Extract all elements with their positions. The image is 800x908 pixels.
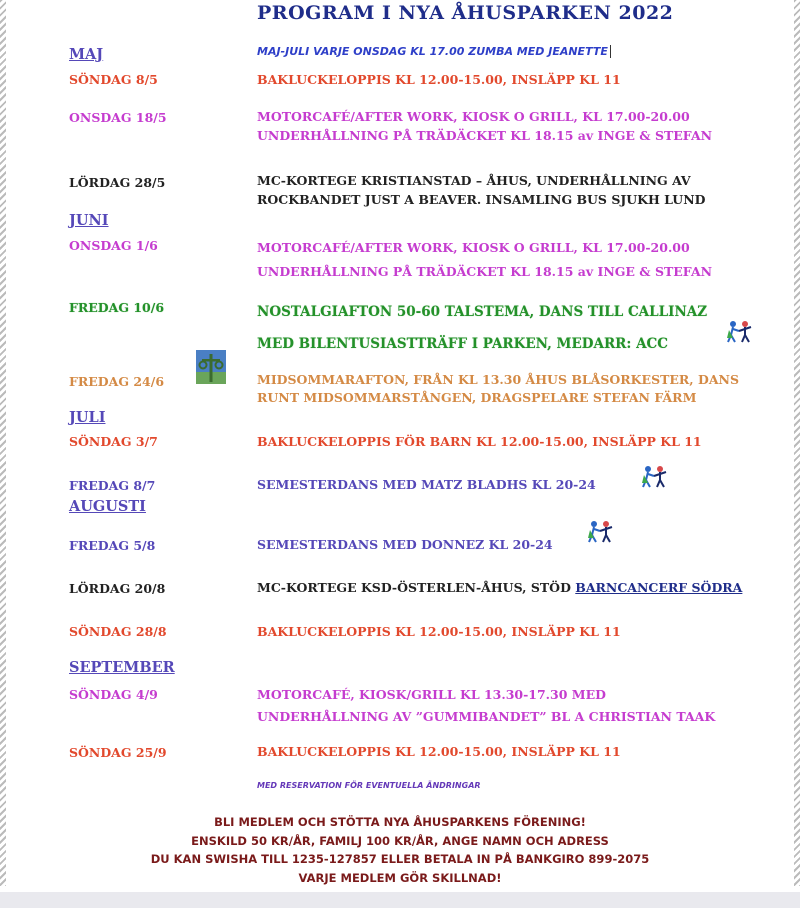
event-line: UNDERHÅLLNING PÅ TRÄDÄCKET KL 18.15 av INGE & STEFAN [257, 264, 713, 279]
event-date: LÖRDAG 28/5 [69, 175, 166, 190]
barncancerfonden-link[interactable]: BARNCANCERF SÖDRA [575, 580, 743, 595]
footer-line: DU KAN SWISHA TILL 1235-127857 ELLER BETALA IN PÅ BANKGIRO 899-2075 [150, 852, 650, 866]
event-line [257, 578, 742, 597]
event-date: LÖRDAG 20/8 [69, 581, 166, 596]
zumba-note: MAJ-JULI VARJE ONSDAG KL 17.00 ZUMBA MED JEANETTE [257, 45, 611, 58]
event-date: SÖNDAG 25/9 [69, 745, 167, 760]
event-line: UNDERHÅLLNING PÅ TRÄDÄCKET KL 18.15 av INGE & STEFAN [257, 128, 713, 143]
event-line-text: MC-KORTEGE KSD-ÖSTERLEN-ÅHUS, STÖD [257, 580, 571, 595]
event-line: SEMESTERDANS MED MATZ BLADHS KL 20-24 [257, 477, 596, 492]
event-date: SÖNDAG 4/9 [69, 687, 158, 702]
left-decorative-border [0, 0, 6, 886]
membership-footer [0, 813, 800, 887]
month-heading-augusti: AUGUSTI [69, 498, 146, 515]
event-description [257, 107, 712, 145]
bottom-strip [0, 892, 800, 908]
event-date: SÖNDAG 8/5 [69, 72, 158, 87]
event-date: SÖNDAG 3/7 [69, 434, 158, 449]
event-description [257, 432, 702, 451]
month-heading-juli: JULI [69, 409, 106, 426]
event-line: MIDSOMMARAFTON, FRÅN KL 13.30 ÅHUS BLÅSORKESTER, DANS [257, 372, 740, 387]
event-line: BAKLUCKELOPPIS KL 12.00-15.00, INSLÄPP KL 11 [257, 72, 621, 87]
event-date: FREDAG 8/7 [69, 478, 156, 493]
event-description [257, 535, 553, 554]
footer-line: ENSKILD 50 KR/ÅR, FAMILJ 100 KR/ÅR, ANGE NAMN OCH ADRESS [191, 833, 609, 848]
event-description [257, 371, 739, 407]
event-line: BAKLUCKELOPPIS KL 12.00-15.00, INSLÄPP KL 11 [257, 744, 621, 759]
event-date: ONSDAG 1/6 [69, 238, 158, 253]
event-description [257, 171, 705, 209]
event-description [257, 622, 621, 641]
footer-line: BLI MEDLEM OCH STÖTTA NYA ÅHUSPARKENS FÖRENING! [214, 815, 586, 829]
dancing-couple-icon [638, 465, 670, 489]
month-heading-september: SEPTEMBER [69, 659, 175, 676]
event-line: MOTORCAFÉ/AFTER WORK, KIOSK O GRILL, KL 17.00-20.00 [257, 240, 690, 255]
reservation-note: MED RESERVATION FÖR EVENTUELLA ÄNDRINGAR [257, 781, 481, 790]
event-date: SÖNDAG 28/8 [69, 624, 167, 639]
event-description [257, 475, 596, 494]
dancing-couple-icon [723, 320, 755, 344]
event-description [257, 70, 621, 89]
event-description [257, 296, 707, 360]
event-line: MED BILENTUSIASTTRÄFF I PARKEN, MEDARR: ACC [257, 336, 669, 352]
maypole-icon [196, 350, 226, 384]
event-line: MOTORCAFÉ/AFTER WORK, KIOSK O GRILL, KL 17.00-20.00 [257, 109, 690, 124]
event-description [257, 236, 712, 284]
month-heading-maj: MAJ [69, 46, 104, 63]
event-line: BAKLUCKELOPPIS KL 12.00-15.00, INSLÄPP KL 11 [257, 624, 621, 639]
page-title: PROGRAM I NYA ÅHUSPARKEN 2022 [257, 2, 674, 24]
event-date: FREDAG 5/8 [69, 538, 156, 553]
event-date: ONSDAG 18/5 [69, 110, 167, 125]
event-description [257, 742, 621, 761]
right-decorative-border [794, 0, 800, 886]
event-date: FREDAG 24/6 [69, 374, 165, 389]
event-line: MC-KORTEGE KRISTIANSTAD – ÅHUS, UNDERHÅLLNING AV [257, 173, 691, 188]
event-line: NOSTALGIAFTON 50-60 TALSTEMA, DANS TILL CALLINAZ [257, 304, 708, 320]
event-line: MOTORCAFÉ, KIOSK/GRILL KL 13.30-17.30 MED [257, 687, 606, 702]
event-line: UNDERHÅLLNING AV ”GUMMIBANDET” BL A CHRISTIAN TAAK [257, 709, 716, 724]
event-description [257, 684, 715, 728]
dancing-couple-icon [584, 520, 616, 544]
event-line: BAKLUCKELOPPIS FÖR BARN KL 12.00-15.00, INSLÄPP KL 11 [257, 434, 702, 449]
event-date: FREDAG 10/6 [69, 300, 165, 315]
event-line: SEMESTERDANS MED DONNEZ KL 20-24 [257, 537, 553, 552]
event-line: RUNT MIDSOMMARSTÅNGEN, DRAGSPELARE STEFAN FÄRM [257, 390, 697, 405]
month-heading-juni: JUNI [69, 212, 109, 229]
event-description [257, 578, 742, 597]
footer-line: VARJE MEDLEM GÖR SKILLNAD! [298, 870, 502, 885]
event-line: ROCKBANDET JUST A BEAVER. INSAMLING BUS SJUKH LUND [257, 192, 706, 207]
